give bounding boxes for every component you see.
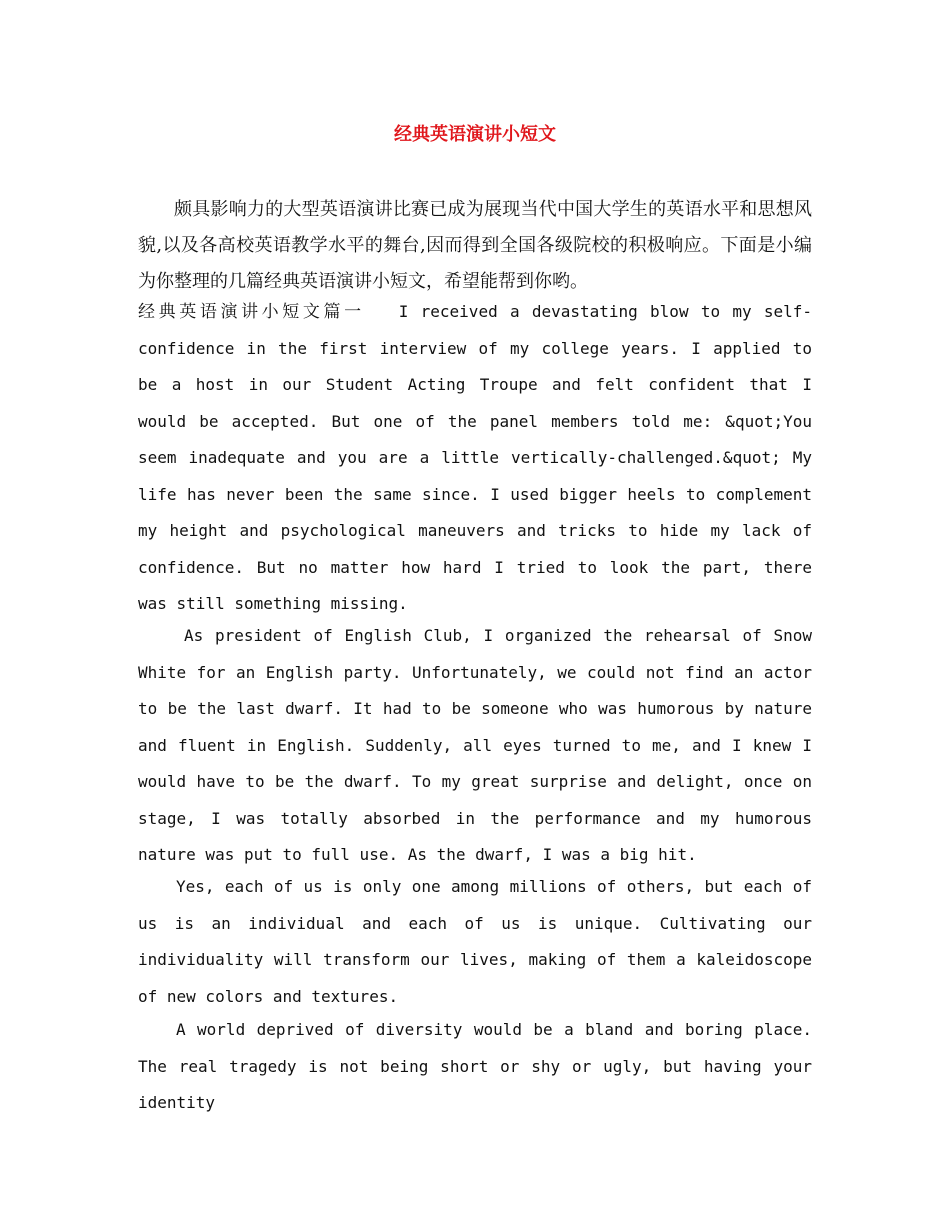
paragraph-1-text: I received a devastating blow to my self-confidence in the first interview of my college years. I applied to be a host in our Student Acting Troupe and felt confident that I would be accepted. But one of the panel members told me: &quot;You seem inadequate and you are a little vertically-challenged.&quot; My life has never been the same since. I used bigger heels to complement my height and psychological maneuvers and tricks to hide my lack of confidence. But no matter how hard I tried to look the part, there was still something missing. [138,302,813,613]
document-title: 经典英语演讲小短文 [394,124,556,145]
intro-paragraph: 颇具影响力的大型英语演讲比赛已成为展现当代中国大学生的英语水平和思想风貌,以及各高校英语教学水平的舞台,因而得到全国各级院校的积极响应。下面是小编为你整理的几篇经典英语演讲小短文，希望能帮到你哟。 [138,199,812,292]
paragraph-4: A world deprived of diversity would be a bland and boring place. The real tragedy is not being short or shy or ugly, but having your identity [138,1020,812,1112]
paragraph-2: As president of English Club, I organized the rehearsal of Snow White for an English party. Unfortunately, we could not find an actor to be the last dwarf. It had to be someone who was humorous by nature and fluent in English. Suddenly, all eyes turned to me, and I knew I would have to be the dwarf. To my great surprise and delight, once on stage, I was totally absorbed in the performance and my humorous nature was put to full use. As the dwarf, I was a big hit. [138,626,812,864]
section-heading: 经典英语演讲小短文篇一 [138,302,365,322]
paragraph-3: Yes, each of us is only one among millions of others, but each of us is an individual and each of us is unique. Cultivating our individuality will transform our lives, making of them a kaleidoscope of new colors and textures. [138,877,812,1006]
paragraph-1 [138,294,812,623]
